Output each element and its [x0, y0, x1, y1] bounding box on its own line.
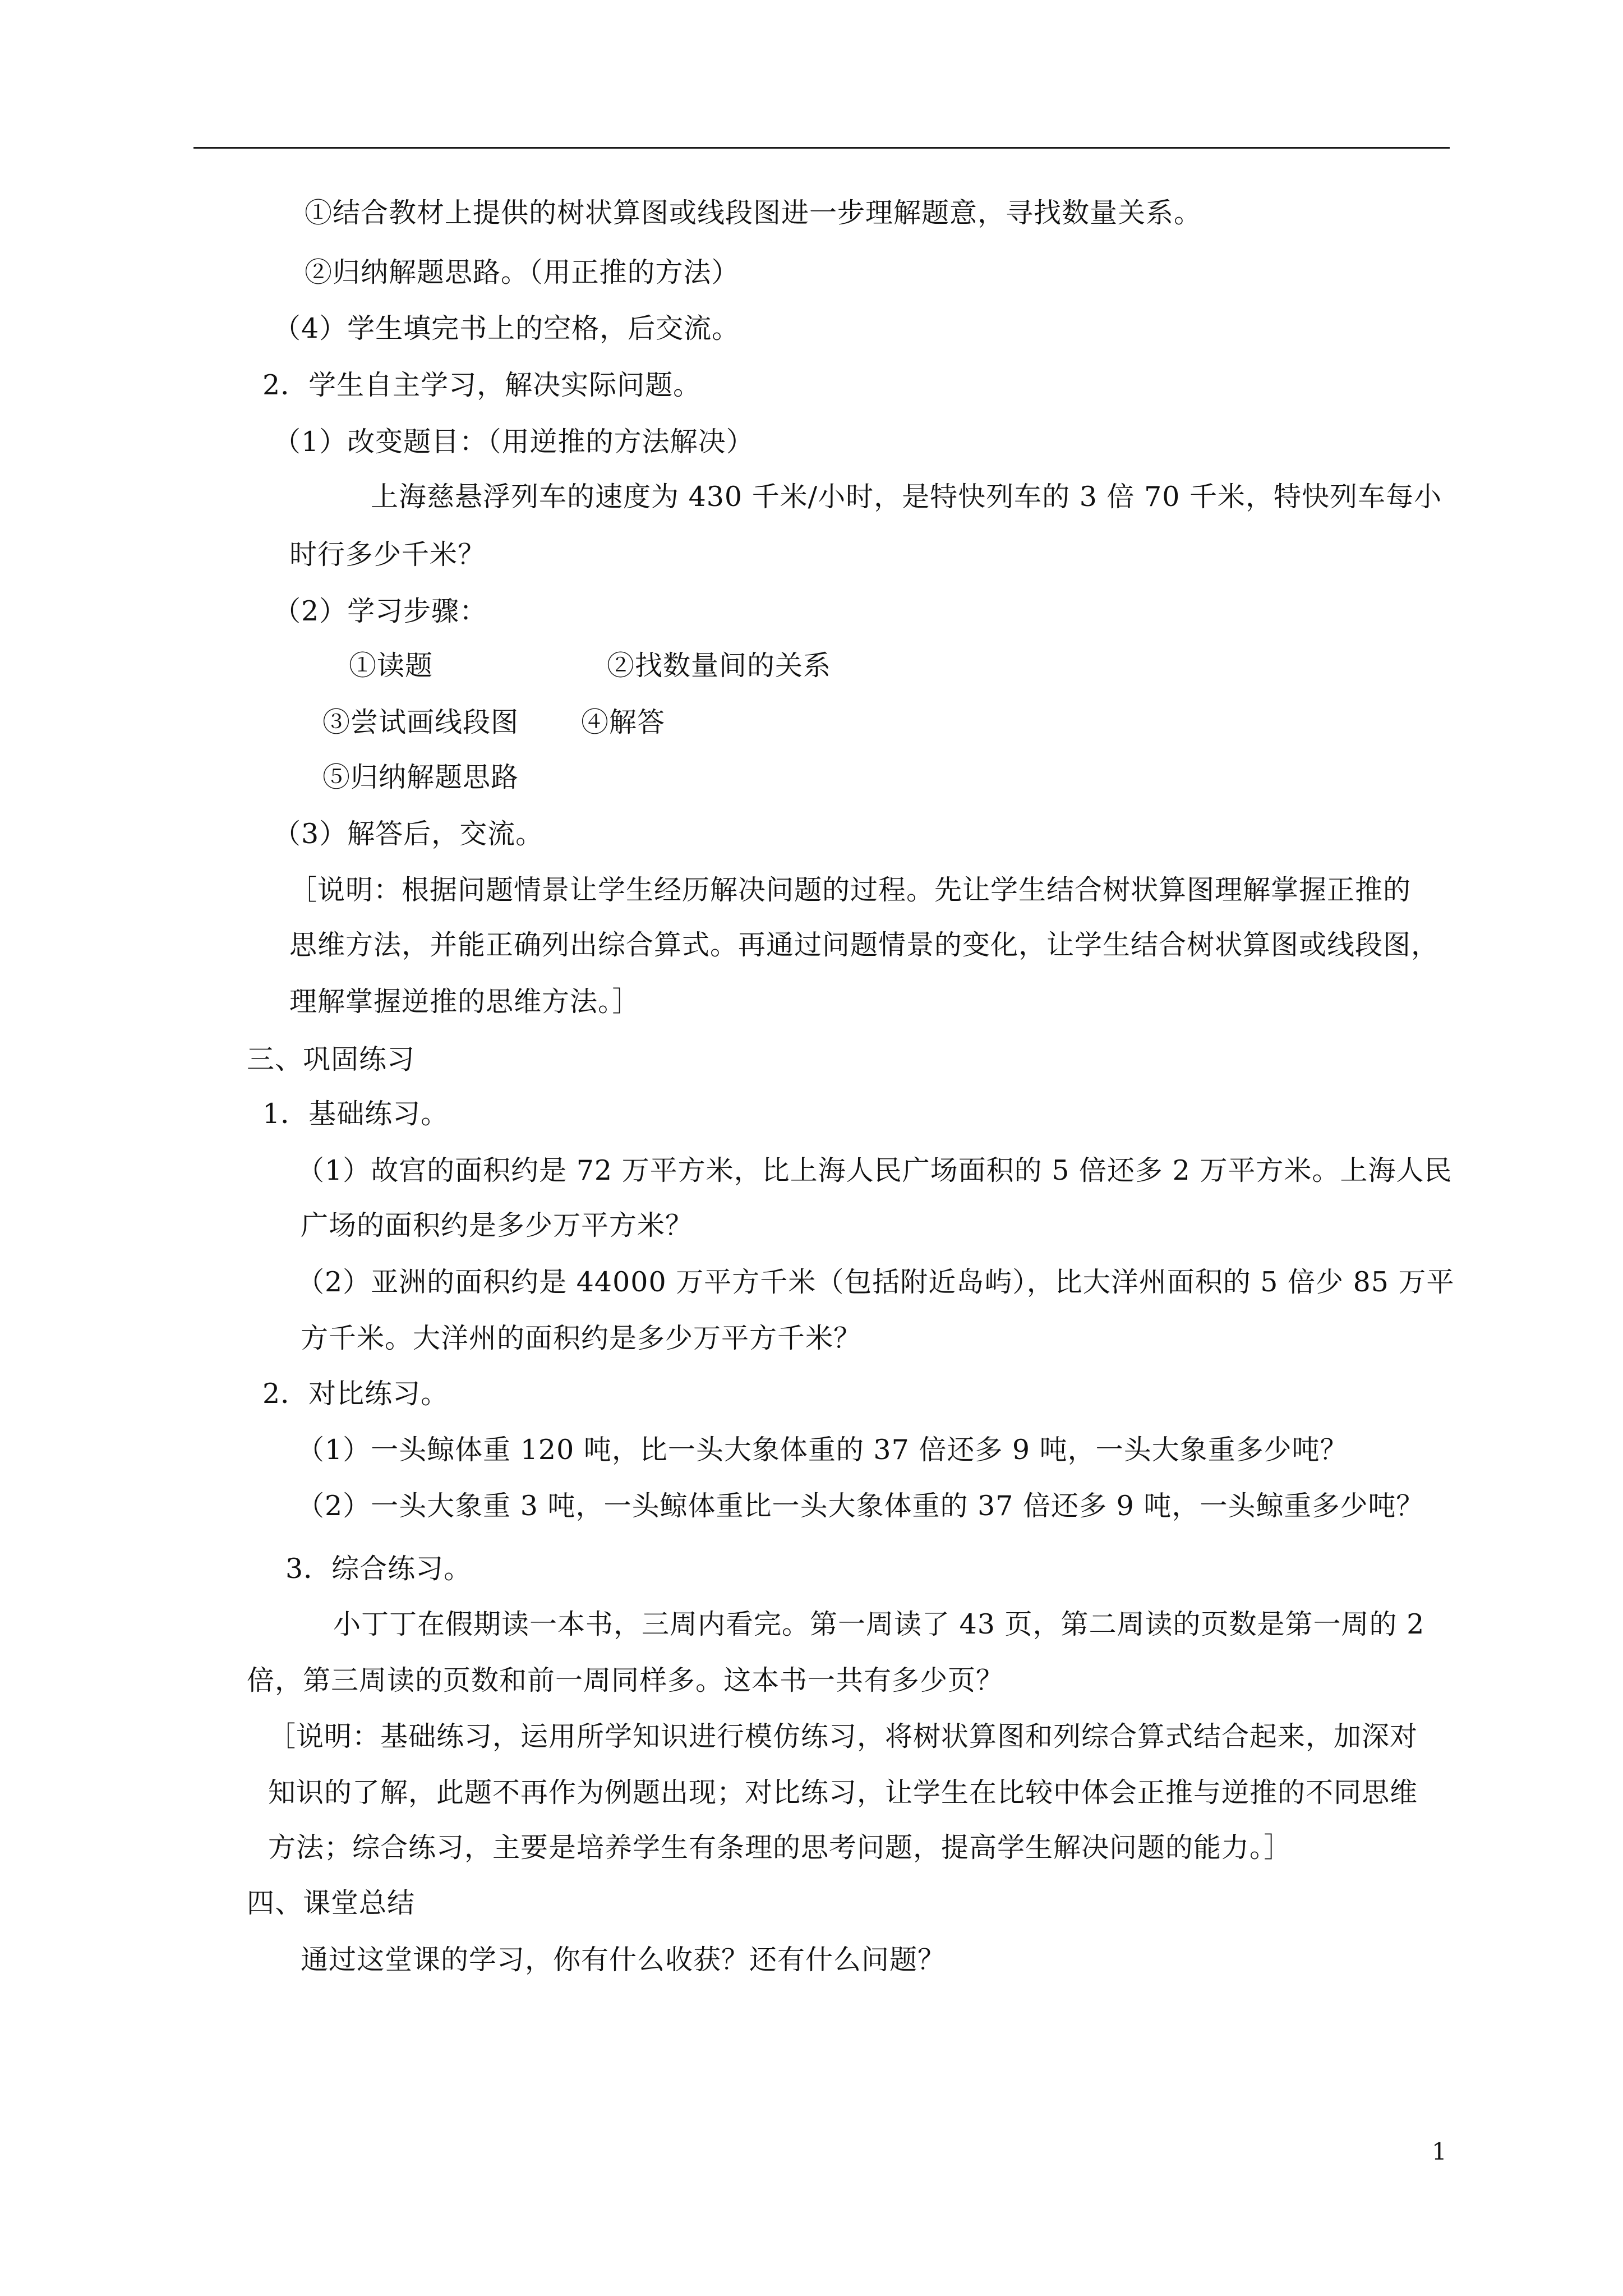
text-line: ［说明：基础练习，运用所学知识进行模仿练习，将树状算图和列综合算式结合起来，加深对 — [268, 1720, 1418, 1752]
text-line: 2．学生自主学习，解决实际问题。 — [262, 369, 702, 401]
text-line: （1）改变题目：（用逆推的方法解决） — [273, 426, 754, 458]
text-line: ③尝试画线段图 — [322, 706, 519, 738]
text-line: ④解答 — [581, 706, 666, 738]
text-line: 上海慈悬浮列车的速度为 430 千米/小时，是特快列车的 3 倍 70 千米，特快列车每小 — [371, 481, 1442, 513]
page-number: 1 — [1432, 2138, 1447, 2165]
section-heading: 四、课堂总结 — [247, 1887, 416, 1919]
text-line: 思维方法，并能正确列出综合算式。再通过问题情景的变化，让学生结合树状算图或线段图， — [289, 929, 1440, 961]
text-line: （1）故宫的面积约是 72 万平方米，比上海人民广场面积的 5 倍还多 2 万平方米。上海人民 — [297, 1154, 1453, 1186]
section-heading: 三、巩固练习 — [247, 1043, 416, 1075]
header-rule — [193, 147, 1450, 149]
text-line: 倍，第三周读的页数和前一周同样多。这本书一共有多少页？ — [247, 1664, 1004, 1696]
text-line: 3．综合练习。 — [285, 1553, 472, 1585]
text-line: （3）解答后，交流。 — [273, 818, 544, 850]
text-line: 知识的了解，此题不再作为例题出现；对比练习，让学生在比较中体会正推与逆推的不同思维 — [268, 1777, 1418, 1809]
text-line: （1）一头鲸体重 120 吨，比一头大象体重的 37 倍还多 9 吨，一头大象重多少吨？ — [297, 1434, 1348, 1466]
text-line: 理解掌握逆推的思维方法。］ — [289, 986, 640, 1018]
text-line: 通过这堂课的学习，你有什么收获？还有什么问题？ — [301, 1944, 946, 1976]
text-line: （2）学习步骤： — [273, 595, 488, 627]
text-line: 广场的面积约是多少万平方米？ — [301, 1209, 694, 1241]
text-line: ①结合教材上提供的树状算图或线段图进一步理解题意，寻找数量关系。 — [305, 197, 1202, 229]
text-line: 方千米。大洋州的面积约是多少万平方千米？ — [301, 1322, 862, 1354]
text-line: （2）亚洲的面积约是 44000 万平方千米（包括附近岛屿），比大洋州面积的 5 倍少 85 万平 — [297, 1266, 1455, 1298]
text-line: ②归纳解题思路。（用正推的方法） — [305, 256, 740, 288]
text-line: ①读题 — [349, 650, 434, 682]
text-line: ②找数量间的关系 — [607, 650, 832, 682]
text-line: 方法；综合练习，主要是培养学生有条理的思考问题，提高学生解决问题的能力。］ — [268, 1832, 1292, 1864]
text-line: 小丁丁在假期读一本书，三周内看完。第一周读了 43 页，第二周读的页数是第一周的 2 — [333, 1608, 1425, 1640]
text-line: 1．基础练习。 — [262, 1098, 449, 1130]
text-line: 时行多少千米？ — [289, 539, 486, 570]
text-line: ［说明：根据问题情景让学生经历解决问题的过程。先让学生结合树状算图理解掌握正推的 — [289, 874, 1412, 906]
text-line: ⑤归纳解题思路 — [322, 761, 519, 793]
text-line: 2．对比练习。 — [262, 1378, 449, 1410]
text-line: （2）一头大象重 3 吨，一头鲸体重比一头大象体重的 37 倍还多 9 吨，一头鲸重多少吨？ — [297, 1490, 1424, 1522]
text-line: （4）学生填完书上的空格，后交流。 — [273, 312, 740, 344]
